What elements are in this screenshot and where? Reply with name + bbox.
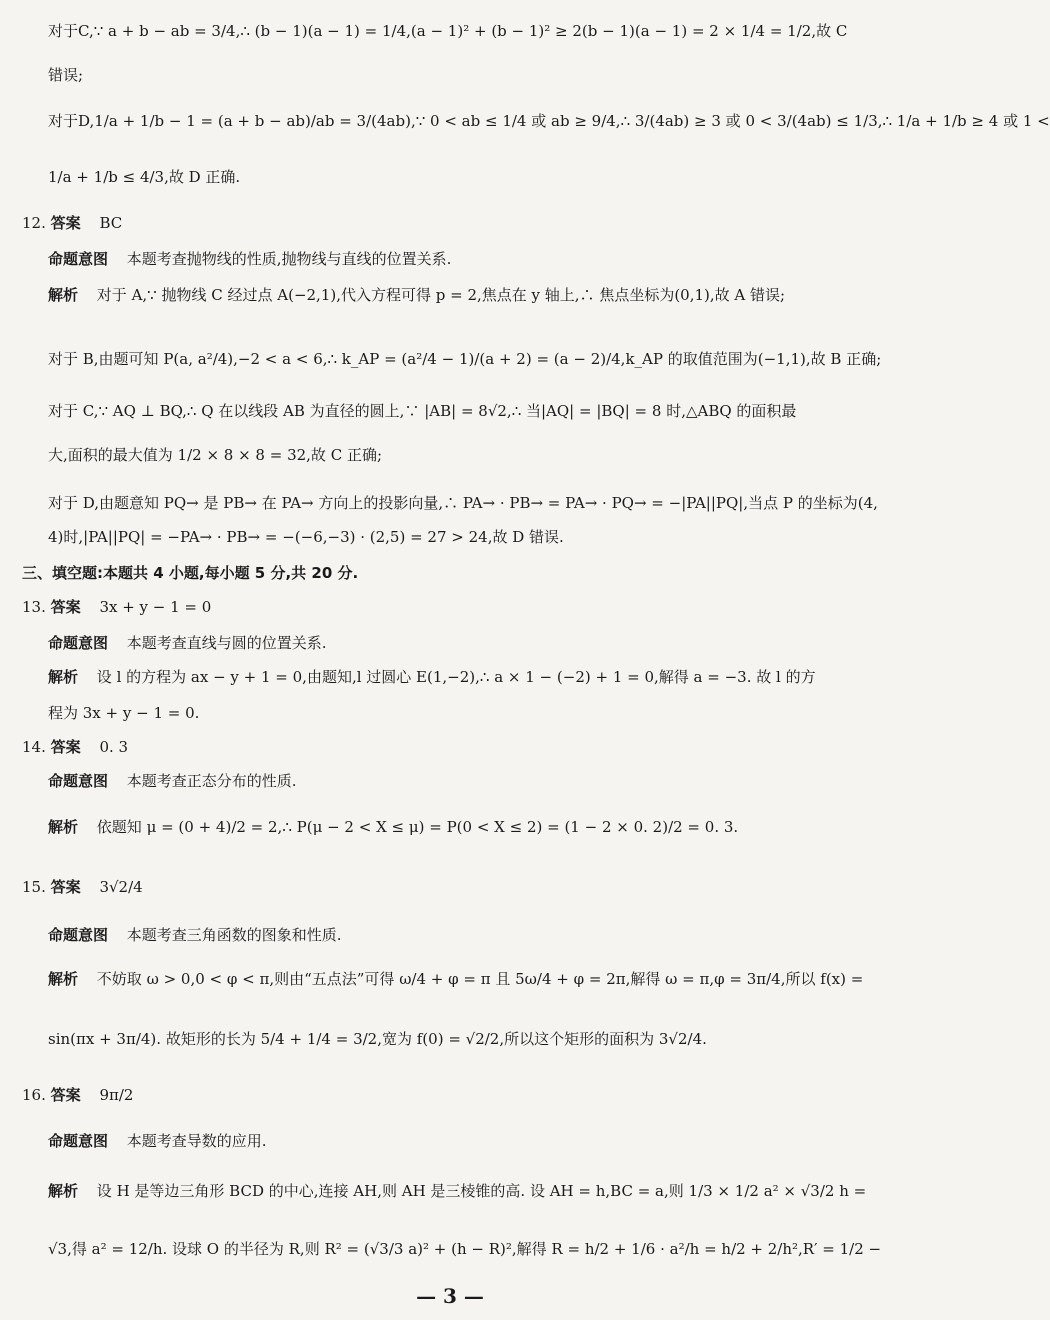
analysis-row: 解析 依题知 μ = (0 + 4)/2 = 2,∴ P(μ − 2 < X ≤ μ) = P(0 < X ≤ 2) = (1 − 2 × 0. 2)/2 = 0. 3. xyxy=(48,818,739,836)
analysis-row: 解析 不妨取 ω > 0,0 < φ < π,则由“五点法”可得 ω/4 + φ = π 且 5ω/4 + φ = 2π,解得 ω = π,φ = 3π/4,所以 f(x) = xyxy=(48,970,864,988)
answer-value: BC xyxy=(99,214,123,232)
intent-row: 命题意图 本题考查正态分布的性质. xyxy=(48,772,297,790)
question-number: 13. xyxy=(22,598,46,616)
intent-label: 命题意图 xyxy=(48,772,109,790)
text-line: 对于D,1/a + 1/b − 1 = (a + b − ab)/ab = 3/(4ab),∵ 0 < ab ≤ 1/4 或 ab ≥ 9/4,∴ 3/(4ab) ≥ 3 或 0 < 3/(4ab) ≤ 1/3,∴ 1/a + 1/b ≥ 4 或 1 < xyxy=(48,112,1050,130)
answer-value: 0. 3 xyxy=(99,738,129,756)
analysis-row: 解析 设 H 是等边三角形 BCD 的中心,连接 AH,则 AH 是三棱锥的高. 设 AH = h,BC = a,则 1/3 × 1/2 a² × √3/2 h = xyxy=(48,1182,867,1200)
answer-row-12 xyxy=(22,214,856,234)
intent-row: 命题意图 本题考查抛物线的性质,抛物线与直线的位置关系. xyxy=(48,250,452,268)
analysis-row: 解析 对于 A,∵ 抛物线 C 经过点 A(−2,1),代入方程可得 p = 2,焦点在 y 轴上,∴ 焦点坐标为(0,1),故 A 错误; xyxy=(48,286,786,304)
answer-row-15 xyxy=(22,878,856,898)
answer-label: 答案 xyxy=(50,878,81,896)
text-line: 程为 3x + y − 1 = 0. xyxy=(48,704,200,722)
intent-row: 命题意图 本题考查三角函数的图象和性质. xyxy=(48,926,342,944)
answer-value: 3√2/4 xyxy=(99,878,143,896)
answer-label: 答案 xyxy=(50,1086,81,1104)
text-line: 对于 B,由题可知 P(a, a²/4),−2 < a < 6,∴ k_AP = (a²/4 − 1)/(a + 2) = (a − 2)/4,k_AP 的取值范围为(−1,1),故 B 正确; xyxy=(48,350,882,368)
intent-label: 命题意图 xyxy=(48,926,109,944)
text-line: 4)时,|PA||PQ| = −PA→ · PB→ = −(−6,−3) · (2,5) = 27 > 24,故 D 错误. xyxy=(48,528,564,546)
answer-label: 答案 xyxy=(50,738,81,756)
question-number: 14. xyxy=(22,738,46,756)
analysis-label: 解析 xyxy=(48,818,79,836)
answer-label: 答案 xyxy=(50,598,81,616)
answer-row-14 xyxy=(22,738,856,758)
answer-row-16 xyxy=(22,1086,856,1106)
text-line: 对于 C,∵ AQ ⊥ BQ,∴ Q 在以线段 AB 为直径的圆上,∵ |AB| = 8√2,∴ 当|AQ| = |BQ| = 8 时,△ABQ 的面积最 xyxy=(48,402,797,420)
text-line: 错误; xyxy=(48,66,84,84)
intent-row: 命题意图 本题考查导数的应用. xyxy=(48,1132,267,1150)
text-line: 对于 D,由题意知 PQ→ 是 PB→ 在 PA→ 方向上的投影向量,∴ PA→ · PB→ = PA→ · PQ→ = −|PA||PQ|,当点 P 的坐标为(4, xyxy=(48,494,878,512)
analysis-label: 解析 xyxy=(48,1182,79,1200)
answer-value: 9π/2 xyxy=(99,1086,134,1104)
section-heading: 三、填空题:本题共 4 小题,每小题 5 分,共 20 分. xyxy=(22,564,359,582)
question-number: 15. xyxy=(22,878,46,896)
question-number: 16. xyxy=(22,1086,46,1104)
intent-label: 命题意图 xyxy=(48,634,109,652)
answer-value: 3x + y − 1 = 0 xyxy=(99,598,212,616)
question-number: 12. xyxy=(22,214,46,232)
text-line: sin(πx + 3π/4). 故矩形的长为 5/4 + 1/4 = 3/2,宽为 f(0) = √2/2,所以这个矩形的面积为 3√2/4. xyxy=(48,1030,707,1048)
text-line: 大,面积的最大值为 1/2 × 8 × 8 = 32,故 C 正确; xyxy=(48,446,383,464)
analysis-label: 解析 xyxy=(48,286,79,304)
intent-label: 命题意图 xyxy=(48,250,109,268)
text-line: 1/a + 1/b ≤ 4/3,故 D 正确. xyxy=(48,168,241,186)
text-line: √3,得 a² = 12/h. 设球 O 的半径为 R,则 R² = (√3/3 a)² + (h − R)²,解得 R = h/2 + 1/6 · a²/h = h/2 + 2/h²,R′ = 1/2 − xyxy=(48,1240,882,1258)
answer-label: 答案 xyxy=(50,214,81,232)
analysis-label: 解析 xyxy=(48,668,79,686)
analysis-row: 解析 设 l 的方程为 ax − y + 1 = 0,由题知,l 过圆心 E(1,−2),∴ a × 1 − (−2) + 1 = 0,解得 a = −3. 故 l 的方 xyxy=(48,668,816,686)
text-line: 对于C,∵ a + b − ab = 3/4,∴ (b − 1)(a − 1) = 1/4,(a − 1)² + (b − 1)² ≥ 2(b − 1)(a − 1) = 2 × 1/4 = 1/2,故 C xyxy=(48,22,848,40)
page-number: — 3 — xyxy=(416,1284,484,1308)
intent-label: 命题意图 xyxy=(48,1132,109,1150)
analysis-label: 解析 xyxy=(48,970,79,988)
answer-row-13 xyxy=(22,598,856,618)
intent-row: 命题意图 本题考查直线与圆的位置关系. xyxy=(48,634,327,652)
